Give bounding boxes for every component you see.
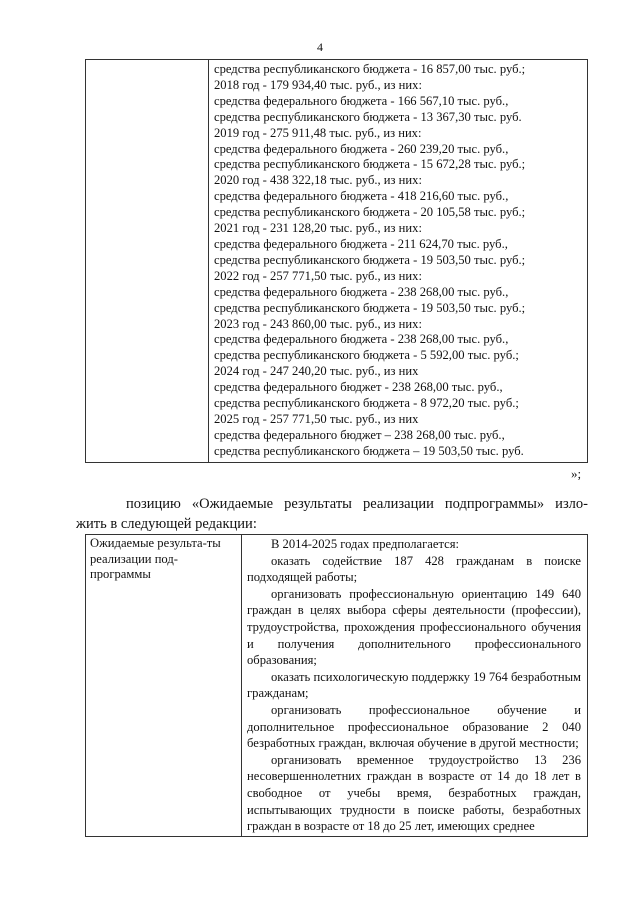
funding-line: средства федерального бюджет – 238 268,00 тыс. руб., bbox=[214, 427, 505, 442]
funding-line: средства республиканского бюджета - 5 592,00 тыс. руб.; bbox=[214, 348, 519, 363]
funding-line: 2023 год - 243 860,00 тыс. руб., из них: bbox=[214, 316, 422, 331]
funding-line: 2024 год - 247 240,20 тыс. руб., из них bbox=[214, 364, 419, 379]
funding-line: средства федерального бюджета - 211 624,70 тыс. руб., bbox=[214, 236, 508, 251]
funding-line: средства республиканского бюджета - 16 857,00 тыс. руб.; bbox=[214, 62, 526, 76]
funding-line: средства федерального бюджета - 238 268,00 тыс. руб., bbox=[214, 284, 509, 299]
results-item: организовать профессиональную ориентацию 149 640 граждан в целях выбора сферы деятельности (профессии), трудоустройства, прохождения профессионального обучения и получения дополнительного профессионального образования; bbox=[247, 586, 581, 668]
amendment-paragraph bbox=[76, 494, 588, 534]
closing-quote-mark: »; bbox=[571, 466, 582, 481]
amendment-line-2: жить в следующей редакции: bbox=[76, 516, 257, 532]
results-item: оказать психологическую поддержку 19 764 безработным гражданам; bbox=[247, 669, 581, 701]
results-item: организовать профессиональное обучение и дополнительное профессиональное образование 2 040 безработных граждан, включая обучение в другой местности; bbox=[247, 702, 581, 751]
results-item: организовать временное трудоустройство 13 236 несовершеннолетних граждан в возрасте от 14 до 18 лет в свободное от учебы время, безработных граждан, испытывающих трудности в поиске работы, безработных граждан в возрасте от 18 до 25 лет, имеющих среднее bbox=[247, 752, 581, 834]
funding-line: средства федерального бюджета - 166 567,10 тыс. руб., bbox=[214, 93, 509, 108]
results-table bbox=[85, 534, 588, 837]
funding-line: 2018 год - 179 934,40 тыс. руб., из них: bbox=[214, 77, 422, 92]
funding-line: средства республиканского бюджета - 20 105,58 тыс. руб.; bbox=[214, 205, 526, 220]
funding-line: средства республиканского бюджета - 15 672,28 тыс. руб.; bbox=[214, 157, 526, 172]
amendment-line-1: позицию «Ожидаемые результаты реализации подпрограммы» изло- bbox=[126, 496, 588, 512]
funding-line: 2025 год - 257 771,50 тыс. руб., из них bbox=[214, 411, 419, 426]
funding-line: средства федерального бюджета - 418 216,60 тыс. руб., bbox=[214, 189, 509, 204]
funding-line: 2022 год - 257 771,50 тыс. руб., из них: bbox=[214, 268, 422, 283]
funding-table bbox=[85, 59, 588, 463]
results-intro: В 2014-2025 годах предполагается: bbox=[271, 537, 459, 551]
funding-line: 2020 год - 438 322,18 тыс. руб., из них: bbox=[214, 173, 422, 188]
funding-table-content-cell bbox=[209, 60, 588, 463]
funding-line: средства республиканского бюджета - 13 367,30 тыс. руб. bbox=[214, 109, 522, 124]
funding-line: средства федерального бюджета - 238 268,00 тыс. руб., bbox=[214, 332, 509, 347]
funding-line: средства республиканского бюджета - 19 503,50 тыс. руб.; bbox=[214, 252, 526, 267]
results-content-cell bbox=[242, 535, 588, 837]
funding-line: 2021 год - 231 128,20 тыс. руб., из них: bbox=[214, 221, 422, 236]
funding-table-label-cell bbox=[86, 60, 209, 463]
funding-line: средства федерального бюджет - 238 268,00 тыс. руб., bbox=[214, 380, 503, 395]
funding-line: 2019 год - 275 911,48 тыс. руб., из них: bbox=[214, 125, 422, 140]
page-number: 4 bbox=[317, 40, 323, 54]
funding-line: средства республиканского бюджета - 19 503,50 тыс. руб.; bbox=[214, 300, 526, 315]
results-label-cell bbox=[86, 535, 242, 837]
funding-line: средства федерального бюджета - 260 239,20 тыс. руб., bbox=[214, 141, 509, 156]
results-item: оказать содействие 187 428 гражданам в поиске подходящей работы; bbox=[247, 553, 581, 585]
funding-line: средства республиканского бюджета – 19 503,50 тыс. руб. bbox=[214, 443, 524, 458]
results-label: Ожидаемые результа-ты реализации под-программы bbox=[90, 536, 221, 581]
funding-line: средства республиканского бюджета - 8 972,20 тыс. руб.; bbox=[214, 396, 519, 411]
